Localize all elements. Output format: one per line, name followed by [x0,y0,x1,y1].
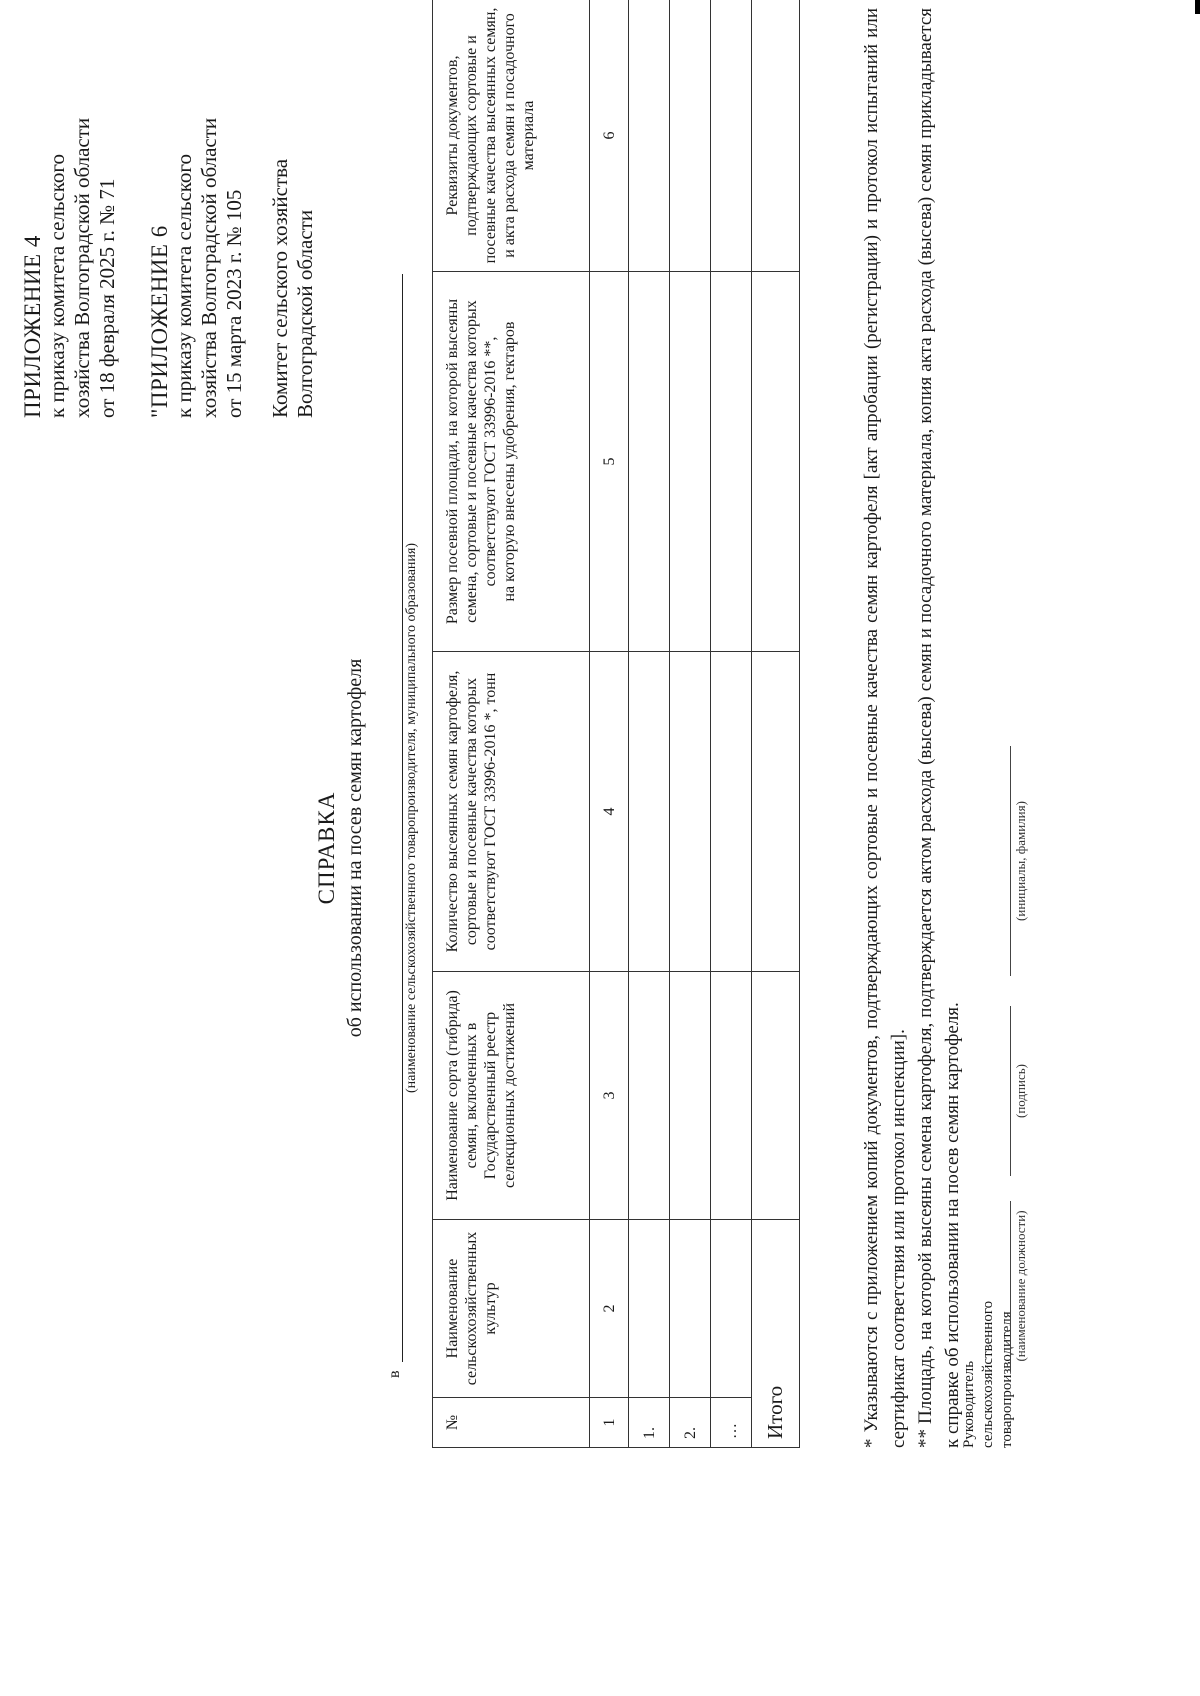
row-number: 1. [629,1398,670,1448]
table-cell[interactable] [711,1220,752,1398]
appendix-block [20,18,247,418]
table-cell[interactable] [629,1220,670,1398]
column-number: 5 [590,272,629,652]
seed-usage-table [432,0,800,1448]
table-cell[interactable] [752,972,800,1220]
appendix-line: хозяйства Волгоградской области [70,117,94,418]
table-header-row [433,0,590,1448]
old-appendix-line: к приказу комитета сельского [172,153,196,418]
in-prefix: в [386,1370,403,1378]
column-number: 1 [590,1398,629,1448]
row-number: 2. [670,1398,711,1448]
column-number: 3 [590,972,629,1220]
table-cell[interactable] [629,0,670,272]
document-subtitle: об использовании на посев семян картофеля [344,658,366,1038]
footnote-1: * Указываются с приложением копий документов, подтверждающих сортовые и посевные качества семян картофеля [акт апробации (регистрации) и протокол испытаний или сертификат соответствия или протокол инспекции]. [861,8,909,1448]
column-number: 6 [590,0,629,272]
name-field-line[interactable] [1010,746,1011,976]
table-cell[interactable] [670,972,711,1220]
old-appendix-line: хозяйства Волгоградской области [197,117,221,418]
addressee-line: Волгоградской области [293,209,317,418]
total-row [752,0,800,1448]
producer-fill-line[interactable] [402,274,403,1362]
column-number-row [590,0,629,1448]
col-header-documents: Реквизиты документов, подтверждающих сортовые и посевные качества высеянных семян, и акта расхода семян и посадочного материала [433,0,590,272]
table-cell[interactable] [670,1220,711,1398]
table-cell[interactable] [711,652,752,972]
col-header-quantity: Количество высеянных семян картофеля, сортовые и посевные качества которых соответствуют ГОСТ 33996-2016 *, тонн [433,652,590,972]
table-cell[interactable] [752,652,800,972]
footnotes [858,8,966,1448]
area-header-fertilizer: на которую внесены удобрения, гектаров [501,321,518,602]
addressee-line: Комитет сельского хозяйства [268,158,292,418]
name-caption: (инициалы, фамилия) [1013,801,1028,921]
col-header-variety: Наименование сорта (гибрида) семян, включенных в Государственный реестр селекционных достижений [433,972,590,1220]
table-row [711,0,752,1448]
column-number: 4 [590,652,629,972]
table-cell[interactable] [629,972,670,1220]
document-title: СПРАВКА [314,791,339,905]
position-field-line[interactable] [1010,1201,1011,1371]
signature-caption: (подпись) [1013,1064,1028,1118]
table-row [670,0,711,1448]
old-appendix-title: "ПРИЛОЖЕНИЕ 6 [147,225,172,418]
signatory-line: товаропроизводителя [999,1311,1015,1448]
position-caption: (наименование должности) [1013,1210,1028,1362]
old-appendix-line: от 15 марта 2023 г. № 105 [222,189,246,418]
signature-field-line[interactable] [1010,1006,1011,1176]
column-number: 2 [590,1220,629,1398]
table-cell[interactable] [752,272,800,652]
row-number: … [711,1398,752,1448]
table-cell[interactable] [670,272,711,652]
signatory-role [960,1208,1017,1448]
table-cell[interactable] [629,272,670,652]
signatory-line: Руководитель [961,1360,977,1448]
col-header-crops: Наименование сельскохозяйственных культур [433,1220,590,1398]
table-cell[interactable] [711,272,752,652]
signatory-line: сельскохозяйственного [980,1300,996,1448]
table-cell[interactable] [629,652,670,972]
total-label: Итого [752,1220,800,1448]
table-cell[interactable] [711,0,752,272]
table-row [629,0,670,1448]
table-cell[interactable] [711,972,752,1220]
col-header-area [433,272,590,652]
col-header-number: № [433,1398,590,1448]
footnote-2: ** Площадь, на которой высеяны семена картофеля, подтверждается актом расхода (высева) семян и посадочного материала, копия акта расхода (высева) семян прикладывается к справке об использовании на посев семян картофеля. [915,8,963,1448]
addressee-block [268,18,318,418]
table-cell[interactable] [752,0,800,272]
table-cell[interactable] [670,0,711,272]
producer-caption: (наименование сельскохозяйственного товаропроизводителя, муниципального образования) [404,542,419,1094]
area-header-main: Размер посевной площади, на которой высеяны семена, сортовые и посевные качества которых соответствуют ГОСТ 33996-2016 **, [444,298,499,625]
appendix-title: ПРИЛОЖЕНИЕ 4 [20,235,45,418]
table-cell[interactable] [670,652,711,972]
appendix-line: к приказу комитета сельского [45,153,69,418]
appendix-line: от 18 февраля 2025 г. № 71 [95,178,119,418]
